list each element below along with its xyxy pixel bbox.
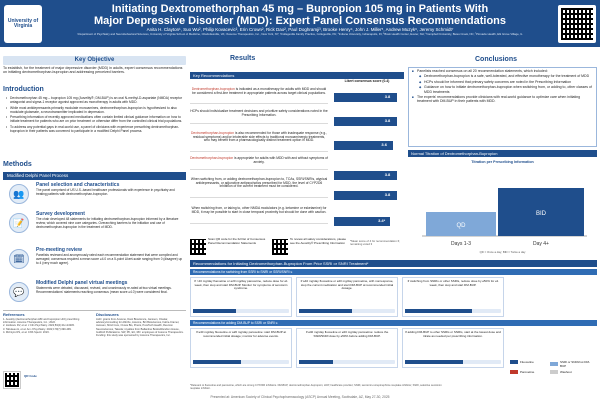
likert-bar-row: [334, 171, 400, 180]
likert-bar-row: [334, 217, 400, 226]
titration-dose-label: QD: [456, 223, 466, 229]
legend-label: SSRI or SNRI/not DM-BUP: [559, 360, 590, 368]
rec-highlight: Dextromethorphan-bupropion: [191, 86, 235, 91]
key-recommendations-band: Key Recommendations: [190, 72, 404, 79]
authors: Anita H. Clayton¹, Suo Wu², Philip Kovacevic², Erin Crown², Rick Dao², Paul Doghramji³, Brooke Henry⁴, John J. Miller⁵, Andrew Muzyk⁶, Jeremy Schmidt⁷: [146, 27, 454, 32]
recommendation-tile: [190, 328, 292, 368]
legend-label: Washout: [560, 370, 572, 374]
intro-item: • Prescribing information of recently approved medications often contain limited clinical guidance information on how to initiate treatment for patients who are on prior treatment or otherwise differ from the controlled clinical trial populations.: [6, 115, 186, 123]
recommendation-tile: [402, 328, 504, 368]
recommendation-item: [190, 152, 328, 170]
chat-icon: 💬: [9, 282, 29, 302]
recommendation-item: [190, 104, 328, 124]
calendar-icon: 🗓: [9, 249, 29, 269]
survey-icon: 📝: [9, 213, 29, 233]
conclusion-item: ◆ HCPs should be informed that primary safety concerns are noted in the Prescribing Information: [412, 80, 595, 84]
recommendation-tile: [402, 277, 504, 317]
introduction-list: [6, 96, 186, 134]
reference-item: 1. Auvelity (dextromethorphan HBr and bupropion HCl) prescribing information. Axsome Therapeutics, Inc.; 2022.: [3, 318, 80, 325]
legend: [510, 360, 596, 386]
legend-item: [510, 370, 534, 374]
rec-text: is appropriate for adults with MDD with and without symptoms of anxiety.: [233, 155, 328, 164]
legend-item: [550, 360, 596, 368]
methods-band: Modified Delphi Panel Process: [3, 172, 186, 180]
recommendation-list: [190, 80, 328, 224]
titration-day-label: Days 1-3: [450, 241, 472, 247]
tile-dose-bar: [299, 309, 395, 313]
recommendation-tile: [190, 277, 292, 317]
recommendation-item: [190, 198, 328, 224]
switching-row-band: Recommendations for switching from SSRI to SNRI or SSRI/SNRI ≤: [190, 269, 597, 275]
likert-value: 3.8: [384, 118, 391, 123]
objective-title: Key Objective: [3, 56, 186, 65]
qr-prescribing-text: To review all safety considerations, please see the Auvelity® Prescribing Information: [290, 237, 347, 245]
likert-value: 3.6: [381, 142, 387, 147]
recommendation-item: [190, 124, 328, 152]
method-step-title: Modified Delphi panel virtual meetings: [36, 280, 128, 286]
likert-bar-row: [334, 141, 400, 150]
conclusions-list: [412, 69, 595, 105]
qr-code-label: QR Code: [24, 374, 37, 378]
intro-item: • Dextromethorphan 45 mg – bupropion 105 mg (Auvelity®; DM-BUP) is an oral N-methyl-D-aspartate (NMDA) receptor antagonist and sigma-1 receptor agonist approved as monotherapy in adults with MDD.: [6, 96, 186, 104]
title-line-2: Major Depressive Disorder (MDD): Expert Panel Consensus Recommendations: [94, 15, 506, 27]
intro-item: • To address any potential gaps in real-world use, a panel of clinicians with experience prescribing dextromethorphan-bupropion in their patients was convened to participate in a modified Delphi Panel process.: [6, 125, 186, 133]
tile-text: If adding DM-BUP to other SSRIs or SNRIs, start at the lowest dose and titrate as needed per prescribing information.: [405, 330, 501, 338]
rec-highlight: Dextromethorphan-bupropion: [191, 130, 235, 135]
rec-highlight: Dextromethorphan-bupropion: [190, 155, 234, 160]
prescribing-info-qr-code[interactable]: [272, 239, 288, 255]
recommendation-item: [190, 170, 328, 198]
legend-swatch: [550, 370, 558, 374]
references-title: References: [3, 312, 25, 317]
qr-recommendations-text: Scan QR code for the full list of Consensus Panel Recommendation Statements: [208, 237, 266, 245]
rec-text: is indicated as a monotherapy for adults with MDD and should be considered a first-line treatment in appropriate patients across target clinical populations.: [192, 86, 327, 95]
recommendations-qr-code[interactable]: [190, 239, 206, 255]
intro-item: • While most antidepressants primarily modulate monoamines, dextromethorphan-bupropion is hypothesized to also modulate glutamate, a neurotransmitter implicated in depression.: [6, 106, 186, 114]
tile-dose-bar: [405, 309, 501, 313]
method-step-title: Pre-meeting review: [36, 247, 82, 253]
conclusion-item: ◆ Guidance on how to initiate dextromethorphan-bupropion when switching from, or adding to, other classes of MDD treatments: [412, 85, 595, 94]
likert-bar-row: [334, 117, 400, 126]
tile-dose-bar: [299, 360, 395, 364]
titration-legend: QD = Once a day; BID = Twice a day: [479, 250, 526, 254]
legend-label: Fluoxetine: [520, 360, 534, 364]
titration-title: Titration per Prescribing Information: [471, 160, 534, 164]
rec-text: HCPs should individualize treatment decisions and prioritize safety considerations noted in the Prescribing Information.: [190, 108, 328, 117]
tile-dose-bar: [405, 360, 501, 364]
header-band: [0, 0, 600, 47]
title-line-1: Initiating Dextromethorphan 45 mg – Bupropion 105 mg in Patients With: [111, 3, 489, 15]
panel-icon: 👥: [9, 184, 29, 204]
method-step: [3, 211, 186, 243]
likert-score-panel: [330, 79, 404, 234]
legend-swatch: [550, 362, 558, 366]
references-qr-code[interactable]: [3, 371, 21, 389]
tile-dose-bar: [193, 360, 289, 364]
likert-value: 3.8: [384, 172, 391, 177]
logo-text: University of Virginia: [7, 17, 39, 29]
likert-value: 3.8: [384, 192, 391, 197]
method-step-text: Panelists reviewed and anonymously rated each recommendation statement that were compiled and averaged; consensus required a mean score ≥4.0 on a 5-point Likert-scale ranging from 0 (disagree) up to 4 (very much agree).: [36, 253, 183, 265]
poster-title: [48, 3, 552, 27]
rec-text: When switching from, or taking to, other NMDA modulators (e.g. ketamine or esketamine) for MDD, it may be possible to start in close temporal proximity but should be done with caution.: [191, 205, 327, 214]
tile-text: If >40 mg/day fluoxetine or ≥20 mg/day paroxetine, reduce dose for ≥1 week, then stop and start DM-BUP. Monitor for symptoms of serotonin syndrome.: [194, 279, 288, 291]
tile-text: If switching from SNRIs or other SSRIs, reduce dose by ≥50% for ≥1 week, then stop and start DM-BUP.: [407, 279, 499, 287]
likert-value: 3.4*: [378, 218, 386, 223]
method-step-title: Survey development: [36, 211, 85, 217]
objective-text: To establish, for the treatment of major depressive disorder (MDD) in adults, expert consensus recommendations on initiating dextromethorphan-bupropion and addressing perceived barriers.: [3, 66, 183, 75]
titration-band: Normal Titration of Dextromethorphan-Bupropion: [408, 150, 597, 157]
conclusion-item: ■ The experts' recommendations provide clinicians with real-world guidance to optimize care when initiating treatment with DM-BUP in their patients with MDD.: [412, 95, 595, 104]
reference-item: 3. Tabuteau H, et al. Am J Psychiatry. 2022;179(7):490-499.: [3, 327, 72, 331]
legend-label: Paroxetine: [520, 370, 535, 374]
method-step: [3, 280, 186, 308]
tile-text: If ≥40 mg/day fluoxetine or ≥20 mg/day paroxetine: reduce the SSRI/SNRI dose by ≥50% before adding DM-BUP.: [305, 330, 389, 338]
legend-item: [550, 370, 572, 374]
likert-value: 3.8: [384, 94, 391, 99]
results-title: Results: [230, 55, 256, 62]
conclusion-item: ◆ Dextromethorphan-bupropion is a safe, well-tolerated, and effective monotherapy for the treatment of MDD: [412, 74, 595, 78]
recommendation-item: [190, 80, 328, 104]
recommendation-tile: [296, 328, 398, 368]
recommendation-tile: [296, 277, 398, 317]
method-step-text: Statements were debated, discussed, revised, and unanimously re-rated at two virtual meetings. Recommendations' statements reaching consensus (mean score ≥4.0) were considered final.: [36, 286, 172, 294]
header-qr-code[interactable]: [558, 5, 596, 43]
rec-text: is also recommended for those with inadequate response (e.g., residual symptoms) and/or intolerable side effects to traditional monoaminergic treatments, who may benefit from a pharmacologically distinct treatment option in MDD.: [192, 130, 327, 143]
conclusions-title: Conclusions: [475, 56, 518, 63]
legend-swatch: [510, 360, 518, 364]
likert-title: Likert consensus score (0-4): [344, 79, 390, 83]
reference-item: 2. Iosifescu DV, et al. J Clin Psychiatry. 2022;83(4):21m14345.: [3, 324, 75, 328]
tile-dose-bar: [193, 309, 289, 313]
titration-day-label: Day 4+: [533, 241, 549, 247]
adding-row-band: Recommendations for adding DM-BUP to SSRI or SNRI ≤: [190, 320, 597, 326]
method-step-title: Panel selection and characteristics: [36, 182, 120, 188]
affiliations: ¹Department of Psychiatry and Neurobehavioral Sciences, University of Virginia School of Medicine, Charlottesville, VA; ²Axsome Therapeutics, Inc., New York, NY; ³Collegeville Family Practice, Collegeville, PA; ⁴Indiana University, Indianapolis, IN; ⁵Brain Health Center, Exeter, NH; ⁶Campbell University, Buies Creek, NC; ⁷Pinnacle Health, Elk Grove Village, IL: [77, 32, 523, 36]
footer: Presented at: American Society of Clinical Psychopharmacology (ASCP) Annual Meeting, Scottsdale, AZ, May 27-30, 2025: [210, 395, 390, 399]
titration-chart: [412, 166, 593, 250]
disclosures-text: AHC: grants from Axsome, Daré Bioscience, Janssen, Otsuka; advisory/consulting for AbbVie, Axsome, Brii Biosciences, Fabre-Kramer, Janssen, Mind Cure, Ovoca Bio, Praxis, PureTech Health, Reunion Neurosciences, Takeda; royalties from Ballantine Books/Random House, Guilford Publications. SW, PK, EC, RD: employees of Axsome Therapeutics. Funding: this study was sponsored by Axsome Therapeutics, Inc.: [96, 318, 184, 338]
titration-dose-label: BID: [535, 211, 547, 217]
references-section: [3, 310, 186, 394]
methods-title: Methods: [3, 161, 32, 168]
disclosures-title: Disclosures: [96, 312, 119, 317]
likert-bar-row: [334, 93, 400, 102]
likert-note: *Mean score of 4 for recommendation 6; remaining voted 3: [350, 239, 400, 247]
legend-swatch: [510, 370, 518, 374]
method-step-text: The chair developed 48 statements for initiating dextromethorphan-bupropion informed by a literature review, which covered nine core categories. Overarching barriers to the initiation and use of dextromethorphan-bupropion in the treatment of MDD.: [36, 217, 179, 229]
method-step: [3, 247, 186, 277]
references-list: [3, 318, 91, 334]
method-step-text: The panel comprised of US U.S.-based healthcare professionals with experience in psychiatry and treating patients with dextromethorphan-bupropion.: [36, 188, 175, 196]
introduction-title: Introduction: [3, 86, 44, 93]
tile-text: If ≤40 mg/day fluoxetine or ≤20 mg/day paroxetine: start DM-BUP at recommended initial dosage; monitor for adverse events.: [195, 330, 287, 338]
switching-band: Recommendations for Initiating Dextromethorphan-Bupropion From Prior SSRI or SNRI Treatment*: [190, 260, 597, 267]
rec-text: When switching from, or adding dextromethorphan-bupropion to, TCAs, SSRI/SNRIs, atypical antidepressants, or adjunctive antipsychotics prescribed for MDD, the level of CYP2D6 inhibition of the current treatment must be considered.: [190, 176, 328, 189]
tile-text: If ≤40 mg/day fluoxetine or ≤20 mg/day paroxetine, with nonresponse, stop the current medication and start DM-BUP at recommended initial dosage.: [300, 279, 394, 291]
conclusion-item: ■ Panelists reached consensus on all 20 recommendation statements, which included:: [412, 69, 595, 73]
method-step: [3, 182, 186, 212]
likert-bar-row: [334, 191, 400, 200]
university-logo: [4, 5, 42, 43]
legend-item: [510, 360, 534, 364]
switching-footnote: *Relevant to fluoxetine and paroxetine, which are strong CYP2D6 inhibitors. DM-BUP, dextromethorphan-bupropion; HCP, healthcare provider; SNRI, serotonin-norepinephrine reuptake inhibitor; SSRI, selective serotonin reuptake inhibitor.: [190, 384, 442, 391]
reference-item: 4. McIntyre RS, et al. CNS Spectr. 2023.: [3, 330, 50, 334]
